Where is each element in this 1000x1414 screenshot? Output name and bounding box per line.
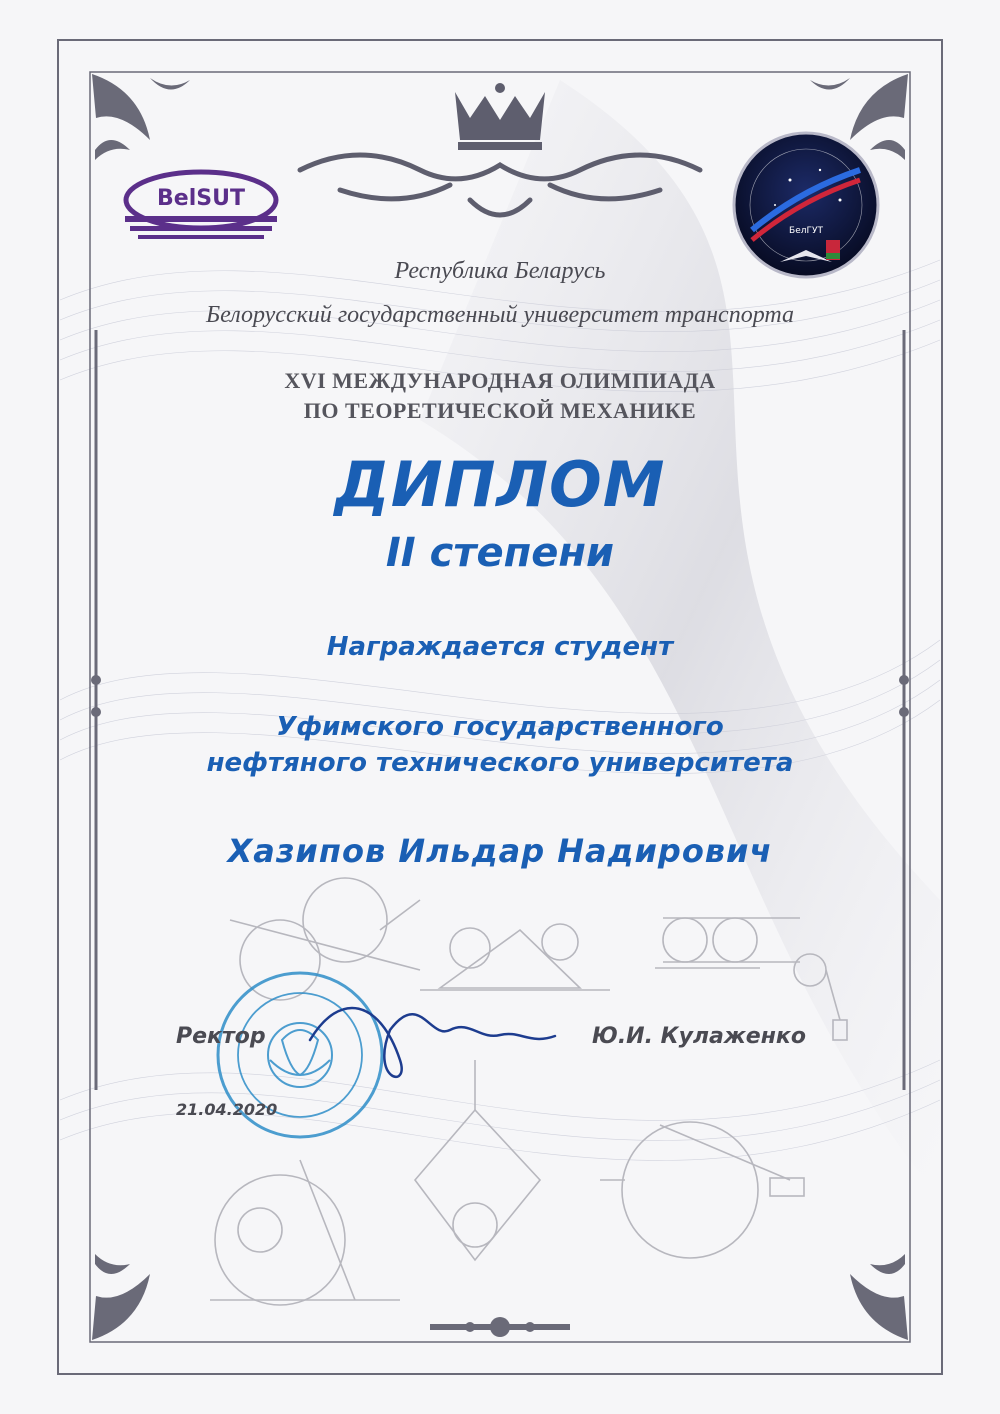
rector-name: Ю.И. Кулаженко bbox=[592, 1024, 806, 1049]
institution-line1: Уфимского государственного bbox=[276, 712, 724, 742]
issue-date: 21.04.2020 bbox=[176, 1100, 278, 1119]
institution-line2: нефтяного технического университета bbox=[206, 748, 794, 778]
olympiad-title-line2: ПО ТЕОРЕТИЧЕСКОЙ МЕХАНИКЕ bbox=[303, 398, 697, 423]
awarded-label: Награждается студент bbox=[326, 632, 674, 662]
belsut-logo-text: BelSUT bbox=[157, 186, 245, 211]
diploma-degree: II степени bbox=[385, 530, 615, 576]
signature-scribble bbox=[310, 1008, 555, 1077]
mechanics-drawings bbox=[210, 878, 847, 1305]
university-name: Белорусский государственный университет транспорта bbox=[205, 302, 794, 328]
diploma-title: ДИПЛОМ bbox=[334, 448, 666, 521]
belgut-emblem-text: БелГУТ bbox=[789, 226, 823, 236]
crown-ornament bbox=[455, 83, 545, 150]
recipient-name: Хазипов Ильдар Надирович bbox=[227, 832, 773, 870]
rector-label: Ректор bbox=[176, 1024, 266, 1049]
bottom-ornament bbox=[430, 1317, 570, 1337]
corner-ornament-top-left bbox=[92, 74, 190, 160]
belgut-emblem bbox=[734, 133, 878, 277]
olympiad-title-line1: XVI МЕЖДУНАРОДНАЯ ОЛИМПИАДА bbox=[284, 368, 716, 393]
corner-ornament-bottom-right bbox=[850, 1254, 908, 1340]
corner-ornament-bottom-left bbox=[92, 1254, 150, 1340]
country-name: Республика Беларусь bbox=[394, 258, 606, 284]
